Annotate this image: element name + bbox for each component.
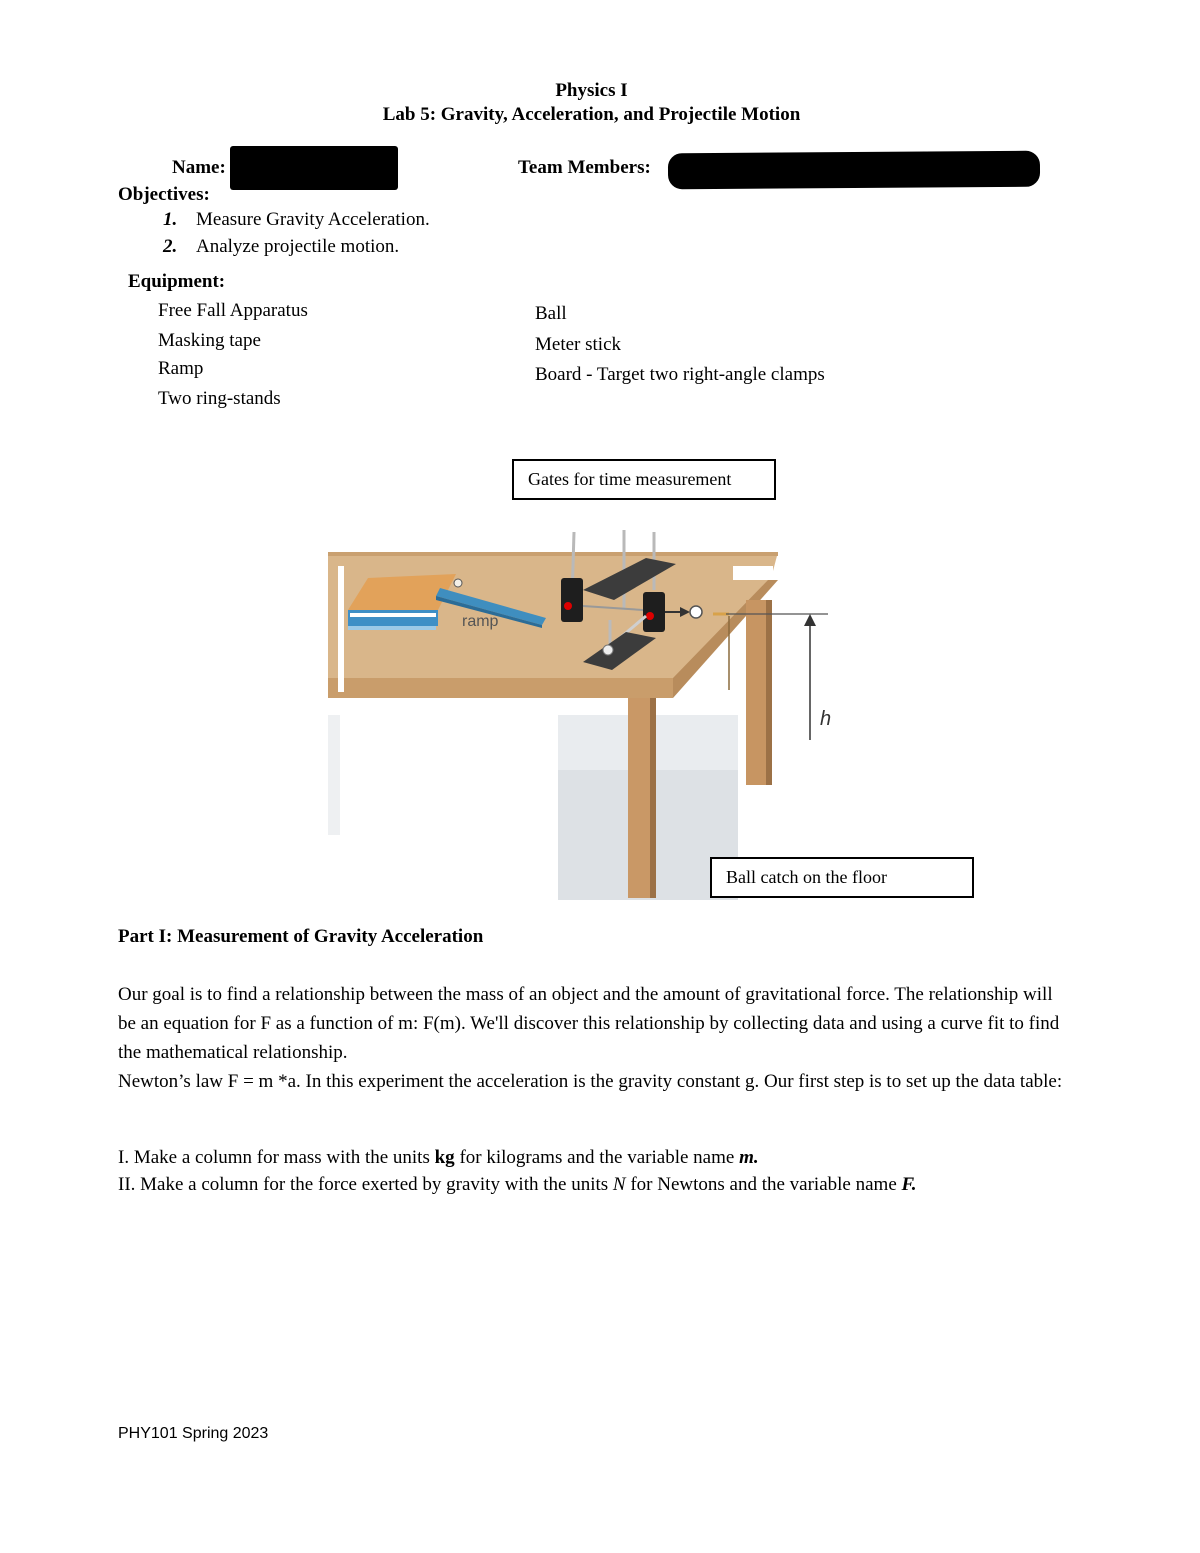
equipment-right-1: Ball xyxy=(535,303,567,324)
step-2-var: F. xyxy=(901,1174,917,1195)
ramp-label: ramp xyxy=(462,613,499,630)
callout-ball-catch-text: Ball catch on the floor xyxy=(726,867,887,887)
step-1-mid: for kilograms and the variable name xyxy=(454,1147,740,1168)
photogate-1 xyxy=(561,578,583,622)
part1-heading: Part I: Measurement of Gravity Acceleration xyxy=(118,926,484,947)
name-redaction xyxy=(230,146,398,190)
step-1 xyxy=(118,1147,759,1169)
step-2 xyxy=(118,1174,917,1196)
footer-text: PHY101 Spring 2023 xyxy=(118,1425,269,1442)
ball xyxy=(690,606,702,618)
height-label: h xyxy=(820,708,832,730)
team-members-redaction xyxy=(668,151,1040,190)
course-title: Physics I xyxy=(555,80,628,101)
equipment-right-2: Meter stick xyxy=(535,334,622,355)
step-1-unit: kg xyxy=(434,1147,455,1168)
floor-shade-left xyxy=(328,715,340,835)
callout-gates xyxy=(512,459,776,500)
part1-paragraph-2: Newton’s law F = m *a. In this experiment the acceleration is the gravity constant g. Our first step is to set up the data table: xyxy=(118,1071,1063,1092)
step-1-pre: I. Make a column for mass with the units xyxy=(118,1147,435,1168)
step-1-var: m. xyxy=(739,1147,759,1168)
equipment-left-3: Ramp xyxy=(158,358,204,379)
step-2-mid: for Newtons and the variable name xyxy=(625,1174,902,1195)
equipment-right-3: Board - Target two right-angle clamps xyxy=(535,364,825,385)
table-edge-front xyxy=(328,678,673,698)
objectives-heading: Objectives: xyxy=(118,184,210,205)
part1-paragraph-1: Our goal is to find a relationship between the mass of an object and the amount of gravitational force. The relationship will be an equation for F as a function of m: F(m). We'll discover this relationship by collecting data and using a curve fit to find the mathematical relationship. xyxy=(118,984,1060,1063)
equipment-left-1: Free Fall Apparatus xyxy=(158,300,308,321)
apparatus-illustration xyxy=(328,530,838,900)
step-2-pre: II. Make a column for the force exerted by gravity with the units xyxy=(118,1174,613,1195)
callout-gates-text: Gates for time measurement xyxy=(528,469,732,489)
step-2-unit: N xyxy=(612,1174,626,1195)
objective-2-text: Analyze projectile motion. xyxy=(196,236,400,257)
callout-ball-catch xyxy=(710,857,974,898)
objective-1-text: Measure Gravity Acceleration. xyxy=(196,209,430,230)
equipment-heading: Equipment: xyxy=(128,271,226,292)
equipment-left-2: Masking tape xyxy=(158,330,261,351)
lab-title: Lab 5: Gravity, Acceleration, and Projectile Motion xyxy=(382,104,801,125)
objective-1-number: 1. xyxy=(163,209,178,230)
name-label: Name: xyxy=(172,157,226,178)
photogate-2 xyxy=(643,592,665,632)
objective-2-number: 2. xyxy=(163,236,178,257)
equipment-left-4: Two ring-stands xyxy=(158,388,281,409)
team-members-label: Team Members: xyxy=(518,157,651,178)
